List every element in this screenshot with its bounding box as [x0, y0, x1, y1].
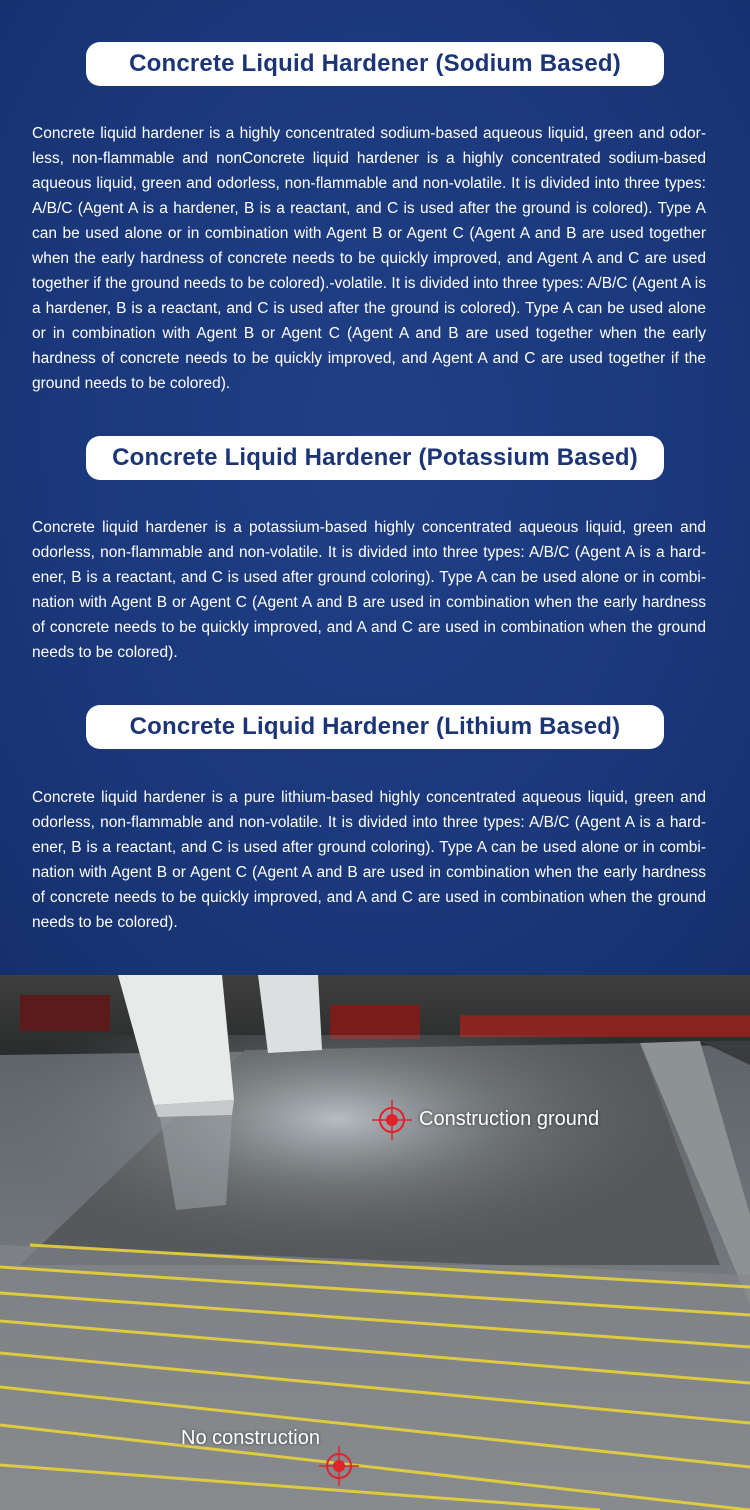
- paragraph-lithium: Concrete liquid hardener is a pure lithium-based highly concentrated aqueous liquid, green and odorless, non-flammable and non-volatile. It is divided into three types: A/B/C (Agent A is a hard-ener, B is a reactant, and C is used after ground coloring). Type A can be used alone or in combi-nation with Agent B or Agent C (Agent A and B are used in combination when the early hardness of concrete needs to be quickly improved, and A and C are used in combination when the ground needs to be colored).: [32, 789, 706, 931]
- paragraph-potassium: Concrete liquid hardener is a potassium-based highly concentrated aqueous liquid, green and odorless, non-flammable and non-volatile. It is divided into three types: A/B/C (Agent A is a hard-ener, B is a reactant, and C is used after ground coloring). Type A can be used alone or in combi-nation with Agent B or Agent C (Agent A and B are used in combination when the early hardness of concrete needs to be quickly improved, and A and C are used in combination when the ground needs to be colored).: [32, 519, 706, 661]
- floor-photo-illustration: [0, 975, 750, 1510]
- target-icon: [319, 1446, 359, 1486]
- heading-potassium: [86, 436, 664, 480]
- heading-potassium-text: Concrete Liquid Hardener (Potassium Based): [112, 444, 638, 471]
- construction-ground-label: Construction ground: [419, 1108, 600, 1130]
- heading-lithium: [86, 705, 664, 749]
- floor-photo: [0, 975, 750, 1510]
- heading-sodium-text: Concrete Liquid Hardener (Sodium Based): [129, 50, 621, 77]
- no-construction-label: No construction: [181, 1427, 320, 1449]
- target-icon: [372, 1100, 412, 1140]
- paragraph-sodium: Concrete liquid hardener is a highly concentrated sodium-based aqueous liquid, green and odor-less, non-flammable and nonConcrete liquid hardener is a highly concentrated sodium-based aqueous liquid, green and odorless, non-flammable and non-volatile. It is divided into three types: A/B/C (Agent A is a hardener, B is a reactant, and C is used after the ground is colored). Type A can be used alone or in combination with Agent B or Agent C (Agent A and B are used together when the early hardness of concrete needs to be quickly improved, and Agent A and C are used together if the ground needs to be colored).-volatile. It is divided into three types: A/B/C (Agent A is a hardener, B is a reactant, and C is used after the ground is colored). Type A can be used alone or in combination with Agent B or Agent C (Agent A and B are used together when the early hardness of concrete needs to be quickly improved, and Agent A and C are used together if the ground needs to be colored).: [32, 125, 706, 392]
- heading-sodium: [86, 42, 664, 86]
- heading-lithium-text: Concrete Liquid Hardener (Lithium Based): [129, 713, 621, 740]
